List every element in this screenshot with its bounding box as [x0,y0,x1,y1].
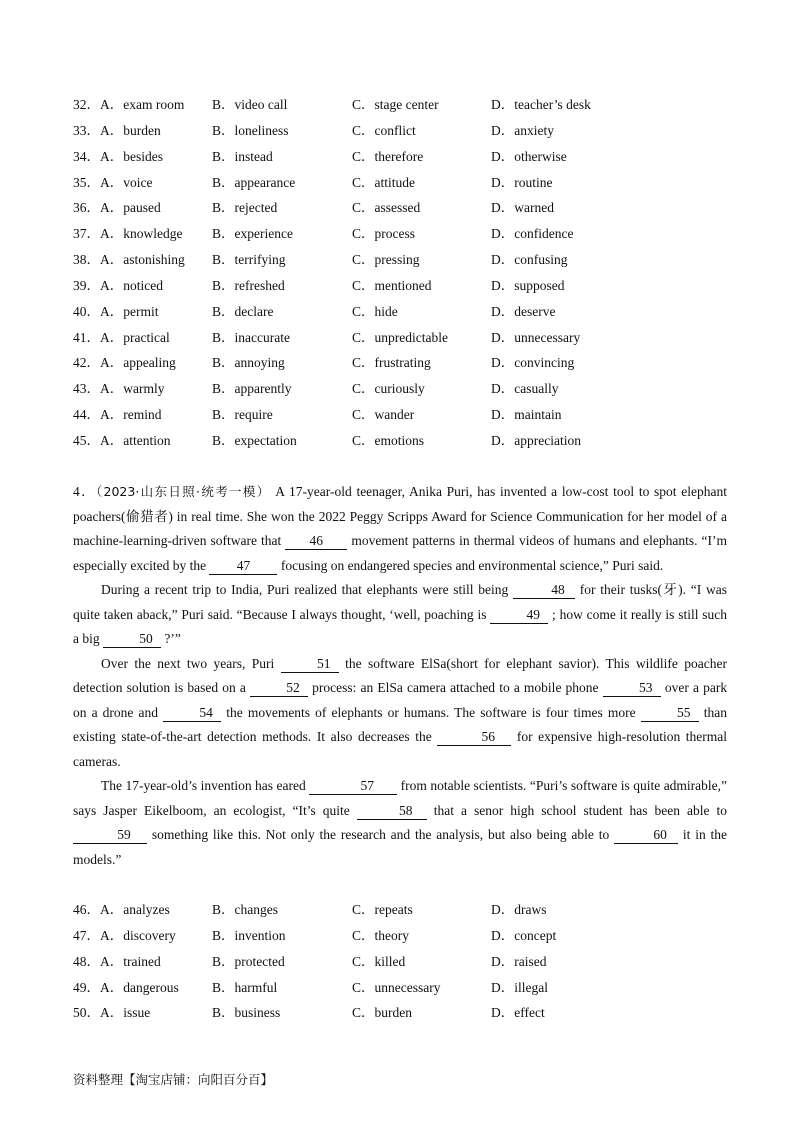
question-number: 40． [73,303,100,319]
option-b: B．appearance [212,174,296,190]
option-a: A．burden [100,122,161,138]
question-row [73,247,733,273]
question-row [73,897,733,923]
blank-51: 51 [281,656,339,673]
question-row [73,376,733,402]
question-number: 48． [73,953,100,969]
option-c: C．killed [352,953,406,969]
passage-paragraph-2: During a recent trip to India, Puri realized that elephants were still being 48 for their tusks(牙). “I was quite taken aback,” Puri said. “Because I always thought, ‘well, poaching is 49 ; how come it really is still such a big 50 ?’” [73,582,727,646]
question-number: 36． [73,200,100,216]
option-a: A．astonishing [100,252,185,268]
option-c: C．assessed [352,200,421,216]
option-b: B．experience [212,226,293,242]
question-row [73,325,733,351]
option-c: C．unpredictable [352,329,448,345]
question-row [73,221,733,247]
question-row [73,350,733,376]
question-row [73,144,733,170]
blank-59: 59 [73,827,147,844]
option-d: D．routine [491,174,553,190]
question-row [73,195,733,221]
option-b: B．invention [212,927,286,943]
question-row [73,975,733,1001]
option-b: B．expectation [212,432,297,448]
option-b: B．harmful [212,979,278,995]
option-a: A．practical [100,329,170,345]
question-row [73,273,733,299]
blank-56: 56 [437,729,511,746]
question-number: 33． [73,122,100,138]
passage-paragraph-1: 4．（2023·山东日照·统考一模） A 17-year-old teenager, Anika Puri, has invented a low-cost tool to spot elephant poachers(偷猎者) in real time. She won the 2022 Peggy Scripps Award for Science Communication for her model of a machine-learning-driven software that 46 movement patterns in thermal videos of humans and elephants. “I’m especially excited by the 47 focusing on endangered species and environmental science,” Puri said. [73,484,727,573]
option-a: A．voice [100,174,153,190]
option-a: A．noticed [100,277,163,293]
blank-54: 54 [163,705,221,722]
option-a: A．knowledge [100,226,183,242]
option-d: D．raised [491,953,547,969]
question-number: 4． [73,484,96,499]
option-a: A．trained [100,953,161,969]
question-row [73,949,733,975]
option-a: A．dangerous [100,979,179,995]
question-row [73,923,733,949]
option-c: C．theory [352,927,409,943]
option-c: C．burden [352,1005,412,1021]
question-number: 45． [73,432,100,448]
question-number: 34． [73,148,100,164]
option-a: A．analyzes [100,902,170,917]
option-b: B．video call [212,97,288,112]
question-row [73,170,733,196]
option-c: C．stage center [352,97,439,112]
option-a: A．appealing [100,355,176,371]
option-d: D．teacher’s desk [491,97,591,112]
question-row [73,299,733,325]
option-b: B．refreshed [212,277,285,293]
blank-50: 50 [103,631,161,648]
option-a: A．attention [100,432,171,448]
question-number: 42． [73,355,100,371]
option-b: B．loneliness [212,122,289,138]
option-a: A．paused [100,200,161,216]
question-number: 47． [73,927,100,943]
blank-57: 57 [309,778,397,795]
blank-49: 49 [490,607,548,624]
option-c: C．frustrating [352,355,431,371]
option-d: D．confusing [491,252,568,268]
option-d: D．convincing [491,355,575,371]
option-c: C．unnecessary [352,979,441,995]
page-footer: 资料整理【淘宝店铺：向阳百分百】 [73,1072,274,1087]
option-d: D．illegal [491,979,548,995]
option-b: B．require [212,407,273,423]
option-b: B．apparently [212,381,292,397]
question-number: 50． [73,1005,100,1021]
question-row [73,92,733,118]
option-a: A．exam room [100,97,185,112]
option-b: B．protected [212,953,285,969]
option-d: D．deserve [491,303,556,319]
blank-52: 52 [250,680,308,697]
option-b: B．business [212,1005,281,1021]
option-c: C．hide [352,303,398,319]
option-d: D．confidence [491,226,574,242]
option-d: D．draws [491,902,547,917]
option-c: C．conflict [352,122,416,138]
option-d: D．appreciation [491,432,581,448]
option-b: B．inaccurate [212,329,290,345]
blank-47: 47 [209,558,277,575]
question-row [73,428,733,454]
question-row [73,118,733,144]
option-b: B．annoying [212,355,285,371]
passage-paragraph-3: Over the next two years, Puri 51 the software ElSa(short for elephant savior). This wildlife poacher detection solution is based on a 52 process: an ElSa camera attached to a mobile phone 53 over a park on a drone and 54 the movements of elephants or humans. The software is four times more 55 than existing state-of-the-art detection methods. It also decreases the 56 for expensive high-resolution thermal cameras. [73,655,728,769]
question-row [73,402,733,428]
option-a: A．besides [100,148,163,164]
option-d: D．otherwise [491,148,567,164]
question-number: 38． [73,252,100,268]
option-b: B．terrifying [212,252,286,268]
options-table-32-45 [73,92,733,454]
question-number: 37． [73,226,100,242]
question-row [73,1000,733,1026]
option-c: C．mentioned [352,277,432,293]
blank-48: 48 [513,582,575,599]
option-a: A．issue [100,1005,151,1021]
question-number: 46． [73,902,100,917]
option-d: D．casually [491,381,559,397]
option-a: A．discovery [100,927,176,943]
blank-55: 55 [641,705,699,722]
blank-46: 46 [285,533,347,550]
option-b: B．declare [212,303,274,319]
option-a: A．remind [100,407,162,423]
question-number: 43． [73,381,100,397]
option-d: D．warned [491,200,554,216]
option-c: C．pressing [352,252,420,268]
option-d: D．maintain [491,407,562,423]
option-c: C．repeats [352,902,413,917]
option-c: C．wander [352,407,415,423]
option-c: C．curiously [352,381,425,397]
option-a: A．warmly [100,381,165,397]
option-b: B．rejected [212,200,278,216]
option-d: D．concept [491,927,557,943]
question-number: 32． [73,97,100,112]
option-c: C．emotions [352,432,425,448]
option-c: C．process [352,226,415,242]
question-number: 39． [73,277,100,293]
question-number: 49． [73,979,100,995]
option-b: B．changes [212,902,278,917]
option-a: A．permit [100,303,159,319]
option-d: D．effect [491,1005,545,1021]
option-d: D．supposed [491,277,565,293]
option-d: D．anxiety [491,122,554,138]
cloze-passage [73,480,727,872]
passage-paragraph-4: The 17-year-old’s invention has eared 57 from notable scientists. “Puri’s software is quite admirable,” says Jasper Eikelboom, an ecologist, “It’s quite 58 that a senor high school student has been able to 59 something like this. Not only the research and the analysis, but also being able to 60 it in the models.” [73,778,728,867]
question-number: 44． [73,407,100,423]
blank-58: 58 [357,803,427,820]
option-d: D．unnecessary [491,329,581,345]
question-number: 41． [73,329,100,345]
blank-53: 53 [603,680,661,697]
option-c: C．attitude [352,174,415,190]
option-b: B．instead [212,148,273,164]
question-number: 35． [73,174,100,190]
option-c: C．therefore [352,148,424,164]
blank-60: 60 [614,827,678,844]
options-table-46-50 [73,897,733,1026]
question-source: （2023·山东日照·统考一模） [95,484,271,499]
